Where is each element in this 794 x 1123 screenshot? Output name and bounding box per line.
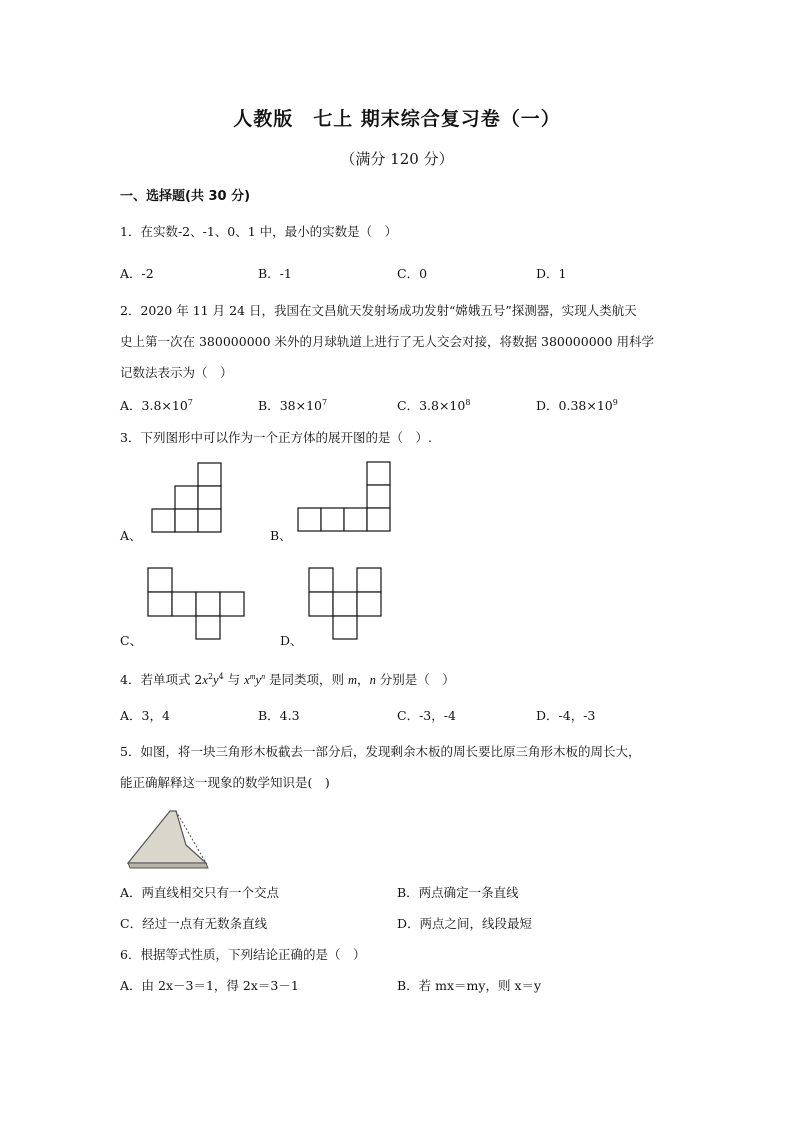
net-b-square	[344, 508, 367, 531]
net-d-square	[333, 616, 357, 639]
net-a-square	[198, 486, 221, 509]
question-1-option-d: D．1	[536, 266, 567, 281]
net-c-square	[220, 592, 244, 616]
question-1-option-a: A．-2	[120, 266, 154, 281]
question-5-option-a: A．两直线相交只有一个交点	[120, 885, 280, 900]
question-3-label-c: C、	[120, 633, 143, 648]
question-6-option-b: B．若 mx＝my，则 x＝y	[397, 978, 542, 993]
net-b-square	[321, 508, 344, 531]
question-4-option-a: A．3，4	[120, 708, 170, 723]
net-c-square	[148, 568, 172, 592]
net-a-square	[175, 486, 198, 509]
question-2-option-a: A．$3.8\times 10^7$	[120, 397, 193, 413]
question-2-line-2: 史上第一次在 380000000 米外的月球轨道上进行了无人交会对接，将数据 380000000 用科学	[120, 334, 655, 349]
question-3-label-a: A、	[120, 528, 142, 543]
net-d-square	[357, 568, 381, 592]
cube-net-c-figure	[146, 566, 246, 641]
net-b-square	[367, 462, 390, 485]
triangle-board-figure	[124, 805, 210, 871]
net-a-square	[198, 509, 221, 532]
cube-net-b-figure	[295, 461, 393, 535]
question-4-option-c: C．-3，-4	[397, 708, 456, 723]
net-a-square	[152, 509, 175, 532]
net-c-square	[148, 592, 172, 616]
page-title: 人教版 七上 期末综合复习卷（一）	[233, 108, 561, 130]
section-heading: 一、选择题(共 30 分)	[120, 189, 251, 204]
question-5-option-b: B．两点确定一条直线	[397, 885, 519, 900]
net-a-square	[198, 463, 221, 486]
question-5-line-2: 能正确解释这一现象的数学知识是( )	[120, 775, 330, 790]
question-3-label-d: D、	[280, 633, 303, 648]
question-5-option-d: D．两点之间，线段最短	[397, 916, 533, 931]
question-5-option-c: C．经过一点有无数条直线	[120, 916, 268, 931]
net-d-square	[357, 592, 381, 616]
question-2-line-3: 记数法表示为（ ）	[120, 365, 233, 380]
net-d-square	[309, 592, 333, 616]
question-2-line-1: 2．2020 年 11 月 24 日，我国在文昌航天发射场成功发射“嫦娥五号”探测器，实现人类航天	[120, 303, 637, 318]
question-2-option-d: D．$0.38\times 10^9$	[536, 397, 618, 413]
question-4-text: 4．若单项式 $2x^2y^4$ 与 $x^my^n$ 是同类项，则 m，n 分别是（ ）	[120, 671, 455, 687]
question-4-option-d: D．-4，-3	[536, 708, 596, 723]
net-d-square	[309, 568, 333, 592]
question-1-text: 1．在实数-2、-1、0、1 中，最小的实数是（ ）	[120, 224, 398, 239]
net-b-square	[367, 485, 390, 508]
cube-net-d-figure	[307, 566, 383, 641]
question-1-option-b: B．-1	[258, 266, 292, 281]
question-4-option-b: B．4.3	[258, 708, 300, 723]
question-3-text: 3．下列图形中可以作为一个正方体的展开图的是（ ）.	[120, 430, 432, 445]
net-c-square	[196, 592, 220, 616]
question-2-option-b: B．$38\times 10^7$	[258, 397, 328, 413]
cube-net-a-figure	[148, 462, 224, 536]
net-d-square	[333, 592, 357, 616]
question-3-label-b: B、	[270, 528, 292, 543]
net-a-square	[175, 509, 198, 532]
question-6-text: 6．根据等式性质，下列结论正确的是（ ）	[120, 947, 366, 962]
question-1-option-c: C．0	[397, 266, 428, 281]
net-c-square	[172, 592, 196, 616]
net-b-square	[298, 508, 321, 531]
question-6-option-a: A．由 2x－3＝1，得 2x＝3－1	[120, 978, 299, 993]
triangle-board-edge	[128, 863, 208, 868]
net-b-square	[367, 508, 390, 531]
question-5-line-1: 5．如图，将一块三角形木板截去一部分后，发现剩余木板的周长要比原三角形木板的周长大，	[120, 744, 641, 759]
question-2-option-c: C．$3.8\times 10^8$	[397, 397, 471, 413]
page-subtitle: （满分 120 分）	[340, 150, 454, 168]
triangle-board-shape	[128, 811, 206, 863]
net-c-square	[196, 616, 220, 639]
